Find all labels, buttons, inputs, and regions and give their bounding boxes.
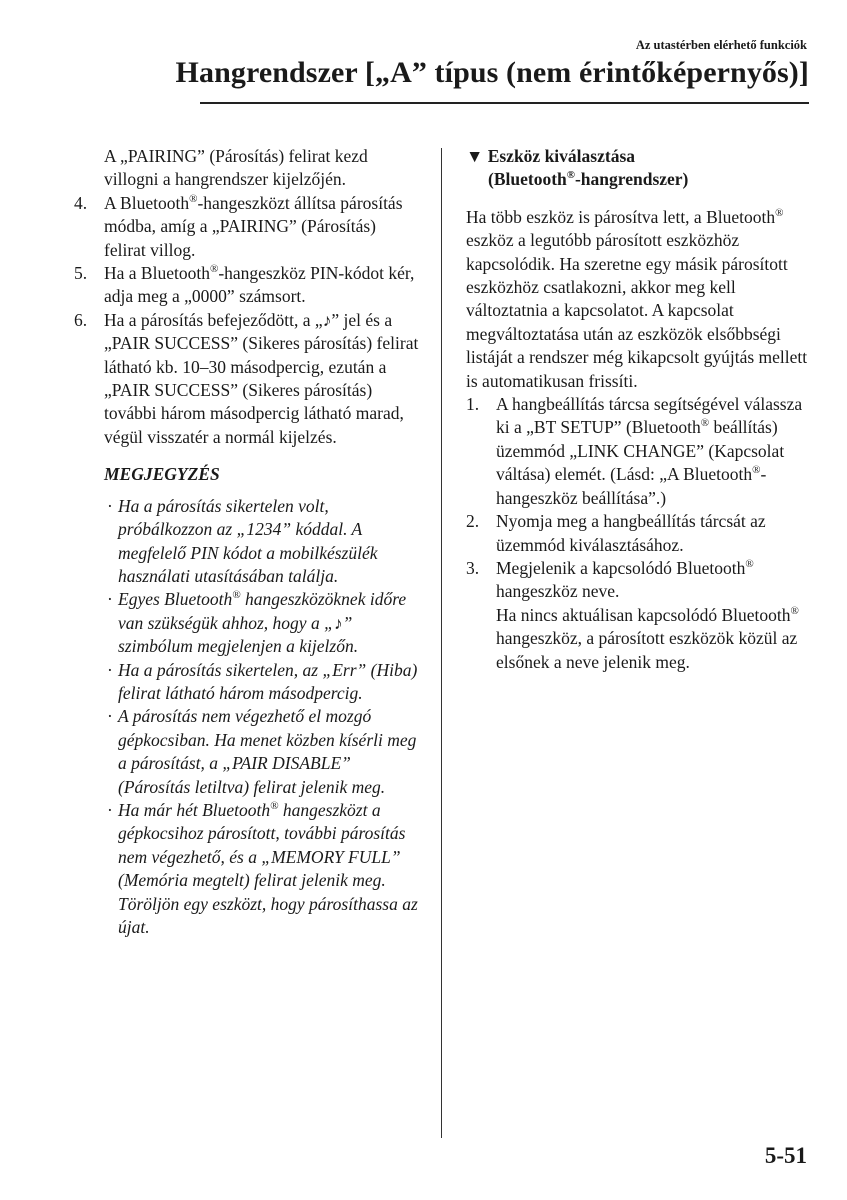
column-divider xyxy=(441,148,442,1138)
bullet-icon: · xyxy=(107,589,113,610)
registered-mark: ® xyxy=(752,464,761,477)
triangle-marker-icon: ▼ xyxy=(466,146,484,166)
step-text: hangeszköz, a párosított eszközök közül az elsőnek a neve jelenik meg. xyxy=(496,628,798,672)
step-text: -hangeszköz PIN-kódot kér, adja meg a „0000” számsort. xyxy=(104,263,415,307)
step-item xyxy=(74,309,419,449)
section-heading: Az utastérben elérhető funkciók xyxy=(635,38,807,52)
bullet-icon: · xyxy=(107,495,113,516)
step-text: ” jel és a „PAIR SUCCESS” (Sikeres párosítás) felirat látható kb. 10–30 másodpercig, ezután a „PAIR SUCCESS” (Sikeres párosítás) további három másodpercig látható marad, végül visszatér a normál kijelzés. xyxy=(104,309,419,447)
step-item xyxy=(466,557,811,674)
step-text: Megjelenik a kapcsolódó Bluetooth xyxy=(496,557,746,578)
music-note-icon: ♪ xyxy=(322,309,332,330)
step-item xyxy=(74,192,419,262)
step-number: 2. xyxy=(466,511,480,532)
registered-mark: ® xyxy=(209,263,219,276)
note-text: Ha a párosítás sikertelen volt, próbálkozzon az „1234” kóddal. A megfelelő PIN kódot a mobilkészülék használati utasításában találja. xyxy=(118,495,378,586)
step-extra xyxy=(496,604,811,674)
step-number: 6. xyxy=(74,309,88,330)
registered-mark: ® xyxy=(745,558,754,571)
step-number: 4. xyxy=(74,192,88,213)
note-text: Egyes Bluetooth xyxy=(118,589,233,610)
step-text: hangeszköz neve. xyxy=(496,581,620,602)
step-item xyxy=(74,262,419,309)
step-text: A hangbeállítás tárcsa segítségével válassza ki a „BT SETUP” (Bluetooth xyxy=(496,394,803,438)
note-text: Ha a párosítás sikertelen, az „Err” (Hiba) felirat látható három másodpercig. xyxy=(118,659,418,703)
note-list xyxy=(74,495,419,940)
step-item xyxy=(466,393,811,510)
note-text: hangeszközöknek időre van szükségük ahhoz, hogy a „ xyxy=(118,589,407,633)
selection-steps xyxy=(466,393,811,674)
step-text: Ha a Bluetooth xyxy=(104,263,210,284)
step-number: 3. xyxy=(466,557,480,578)
subsection-title-line2: (Bluetooth xyxy=(488,169,567,190)
subsection-heading xyxy=(466,145,811,192)
registered-mark: ® xyxy=(232,589,241,602)
body-paragraph xyxy=(466,206,811,393)
step-number: 1. xyxy=(466,394,480,415)
note-item xyxy=(104,588,419,658)
step-text: -hangeszközt állítsa párosítás módba, amíg a „PAIRING” (Párosítás) felirat villog. xyxy=(104,192,403,260)
body-text: Ha több eszköz is párosítva lett, a Bluetooth xyxy=(466,206,776,227)
step-text: -hangeszköz beállítása”.) xyxy=(496,464,767,508)
registered-mark: ® xyxy=(775,206,784,219)
note-item xyxy=(104,659,419,706)
registered-mark: ® xyxy=(700,417,710,430)
note-item xyxy=(104,705,419,799)
registered-mark: ® xyxy=(566,169,575,182)
page-title: Hangrendszer [„A” típus (nem érintőképernyős)] xyxy=(175,56,809,89)
note-text: A párosítás nem végezhető el mozgó gépkocsiban. Ha menet közben kísérli meg a párosítást, a „PAIR DISABLE” (Párosítás letiltva) felirat jelenik meg. xyxy=(118,706,417,797)
note-text: Ha már hét Bluetooth xyxy=(118,799,271,820)
note-item xyxy=(104,495,419,589)
step-text: A Bluetooth xyxy=(104,192,190,213)
music-note-icon: ♪ xyxy=(333,612,343,633)
registered-mark: ® xyxy=(189,192,198,205)
bullet-icon: · xyxy=(107,799,113,820)
step-number: 5. xyxy=(74,263,88,284)
note-heading: MEGJEGYZÉS xyxy=(104,464,220,485)
pairing-steps xyxy=(74,192,419,449)
step-text: Ha nincs aktuálisan kapcsolódó Bluetooth xyxy=(496,604,791,625)
intro-paragraph: A „PAIRING” (Párosítás) felirat kezd villogni a hangrendszer kijelzőjén. xyxy=(104,146,368,190)
step-item xyxy=(466,510,811,557)
bullet-icon: · xyxy=(107,659,113,680)
note-item xyxy=(104,799,419,939)
note-text: hangeszközt a gépkocsihoz párosított, további párosítás nem végezhető, és a „MEMORY FULL” (Memória megtelt) felirat jelenik meg. Töröljön egy eszközt, hogy párosíthassa az újat. xyxy=(118,799,418,937)
body-text: eszköz a legutóbb párosított eszközhöz kapcsolódik. Ha szeretne egy másik párosított eszközhöz csatlakozni, akkor meg kell változtatnia a kapcsolatot. A kapcsolat megváltoztatása után az eszközök elsőbbségi listáját a rendszer még kikapcsolt gyújtás mellett is automatikusan frissíti. xyxy=(466,230,808,391)
note-text: ” szimbólum megjelenjen a kijelzőn. xyxy=(118,612,359,657)
header-rule xyxy=(200,102,809,104)
step-text: Nyomja meg a hangbeállítás tárcsát az üzemmód kiválasztásához. xyxy=(496,511,766,555)
registered-mark: ® xyxy=(790,604,799,617)
bullet-icon: · xyxy=(107,706,113,727)
step-text: beállítás) üzemmód „LINK CHANGE” (Kapcsolat váltása) elemét. (Lásd: „A Bluetooth xyxy=(496,417,785,485)
right-column xyxy=(466,145,811,674)
subsection-title-line1: Eszköz kiválasztása xyxy=(487,146,636,166)
step-text: Ha a párosítás befejeződött, a „ xyxy=(104,309,323,330)
page-number: 5-51 xyxy=(764,1143,807,1168)
subsection-title-line2: -hangrendszer) xyxy=(574,169,689,190)
left-column xyxy=(74,145,419,939)
registered-mark: ® xyxy=(270,800,279,813)
